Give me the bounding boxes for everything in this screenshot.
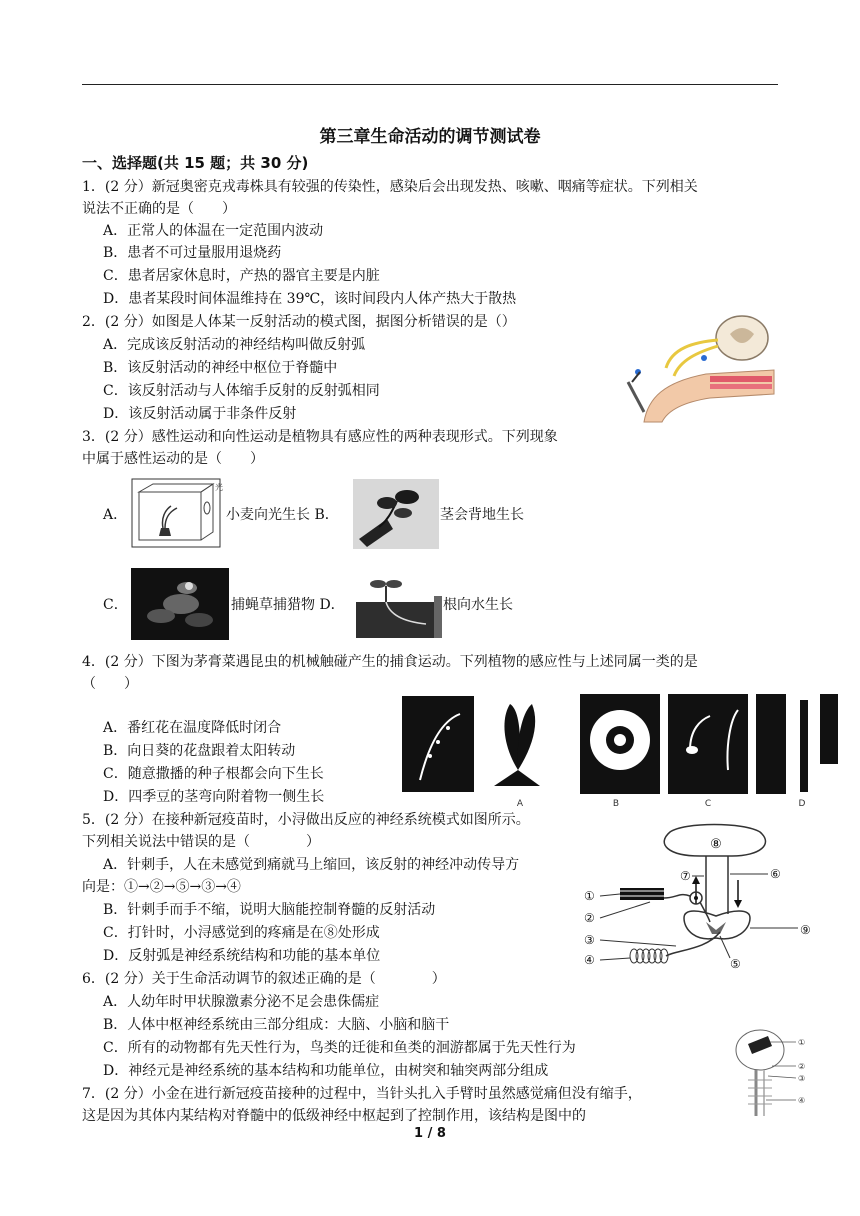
reflex-arc-diagram — [580, 818, 824, 972]
q3-option-a-text: 小麦向光生长 B． — [226, 507, 339, 523]
q4-option-d: D．四季豆的茎弯向附着物一侧生长 — [103, 789, 325, 805]
q5-option-d: D．反射弧是神经系统结构和功能的基本单位 — [103, 948, 381, 964]
q2-option-c: C．该反射活动与人体缩手反射的反射弧相同 — [103, 383, 380, 399]
q5-label-6: ⑥ — [770, 867, 781, 881]
page-title: 第三章生命活动的调节测试卷 — [319, 127, 541, 147]
q4-option-a: A．番红花在温度降低时闭合 — [103, 720, 282, 736]
q7-label-4: ④ — [798, 1096, 806, 1105]
wheat-phototropism-figure — [131, 478, 221, 548]
q6-option-c: C．所有的动物都有先天性行为，鸟类的迁徙和鱼类的洄游都属于先天性行为 — [103, 1040, 576, 1056]
section-heading: 一、选择题(共 15 题；共 30 分) — [82, 154, 309, 172]
brain-spinal-figure — [726, 1024, 816, 1118]
q1-option-d: D．患者某段时间体温维持在 39℃，该时间段内人体产热大于散热 — [103, 291, 517, 307]
q4-fig-label-c: C — [704, 799, 712, 809]
q4-option-b: B．向日葵的花盘跟着太阳转动 — [103, 743, 296, 759]
q5-label-2: ② — [584, 911, 595, 925]
q1-option-b: B．患者不可过量服用退烧药 — [103, 245, 282, 261]
q3-option-b-text: 茎会背地生长 — [440, 507, 524, 523]
q6-option-a: A．人幼年时甲状腺激素分泌不足会患侏儒症 — [103, 994, 380, 1010]
page-number: 1 / 8 — [414, 1126, 446, 1141]
q1-stem-line2: 说法不正确的是（ ） — [82, 201, 236, 217]
sundew-figure-strip — [400, 690, 840, 810]
q7-label-2: ② — [798, 1062, 806, 1071]
q5-option-b: B．针刺手而手不缩，说明大脑能控制脊髓的反射活动 — [103, 902, 436, 918]
q4-fig-label-b: B — [612, 799, 620, 809]
q3-option-c-text: 捕蝇草捕猎物 D． — [231, 597, 345, 613]
q4-fig-label-a: A — [516, 799, 524, 809]
q3-option-c-letter: C． — [103, 597, 128, 613]
q3-stem-line2: 中属于感性运动的是（ ） — [82, 451, 264, 467]
q5-stem-line1: 5．(2 分）在接种新冠疫苗时，小浔做出反应的神经系统模式如图所示。 — [82, 812, 530, 828]
q6-option-d: D．神经元是神经系统的基本结构和功能单位，由树突和轴突两部分组成 — [103, 1063, 549, 1079]
q4-fig-label-d: D — [798, 799, 806, 809]
q7-stem-line1: 7．(2 分）小金在进行新冠疫苗接种的过程中，当针头扎入手臂时虽然感觉痛但没有缩手， — [82, 1086, 642, 1102]
q5-label-4: ④ — [584, 953, 595, 967]
header-rule — [82, 84, 778, 85]
q6-stem: 6．(2 分）关于生命活动调节的叙述正确的是（ ） — [82, 971, 446, 987]
q3-option-a-letter: A． — [103, 507, 128, 523]
q1-stem-line1: 1．(2 分）新冠奥密克戎毒株具有较强的传染性，感染后会出现发热、咳嗽、咽痛等症状。下列相关 — [82, 179, 698, 195]
reflex-arm-figure — [614, 312, 786, 424]
q4-stem-line1: 4．(2 分）下图为茅膏菜遇昆虫的机械触碰产生的捕食运动。下列植物的感应性与上述同属一类的是 — [82, 654, 698, 670]
q5-option-c: C．打针时，小浔感觉到的疼痛是在⑧处形成 — [103, 925, 380, 941]
q5-label-1: ① — [584, 889, 595, 903]
q5-label-3: ③ — [584, 933, 595, 947]
q7-label-1: ① — [798, 1038, 806, 1047]
q2-option-a: A．完成该反射活动的神经结构叫做反射弧 — [103, 337, 366, 353]
venus-flytrap-figure — [131, 568, 229, 640]
q4-stem-line2: （ ） — [82, 676, 138, 692]
q5-label-5: ⑤ — [730, 957, 741, 971]
stem-gravitropism-figure — [353, 479, 439, 549]
q1-option-a: A．正常人的体温在一定范围内波动 — [103, 223, 324, 239]
q6-option-b: B．人体中枢神经系统由三部分组成：大脑、小脑和脑干 — [103, 1017, 450, 1033]
q2-stem: 2．(2 分）如图是人体某一反射活动的模式图，据图分析错误的是（） — [82, 314, 516, 330]
q3-stem-line1: 3．(2 分）感性运动和向性运动是植物具有感应性的两种表现形式。下列现象 — [82, 429, 558, 445]
q4-option-c: C．随意撒播的种子根都会向下生长 — [103, 766, 324, 782]
q3-option-d-text: 根向水生长 — [443, 597, 513, 613]
q5-option-a-line2: 向是：①→②→⑤→③→④ — [82, 879, 241, 895]
q5-option-a-line1: A．针刺手，人在未感觉到痛就马上缩回，该反射的神经冲动传导方 — [103, 857, 520, 873]
light-label: 光 — [215, 483, 223, 492]
q5-label-8: ⑧ — [710, 837, 722, 852]
q5-stem-line2: 下列相关说法中错误的是（ ） — [82, 834, 320, 850]
q5-label-7: ⑦ — [680, 869, 691, 883]
q2-option-d: D．该反射活动属于非条件反射 — [103, 406, 297, 422]
q2-option-b: B．该反射活动的神经中枢位于脊髓中 — [103, 360, 338, 376]
q1-option-c: C．患者居家休息时，产热的器官主要是内脏 — [103, 268, 380, 284]
q5-label-9: ⑨ — [800, 923, 811, 937]
q7-label-3: ③ — [798, 1074, 806, 1083]
q7-stem-line2: 这是因为其体内某结构对脊髓中的低级神经中枢起到了控制作用，该结构是图中的 — [82, 1108, 586, 1124]
root-hydrotropism-figure — [356, 572, 442, 638]
